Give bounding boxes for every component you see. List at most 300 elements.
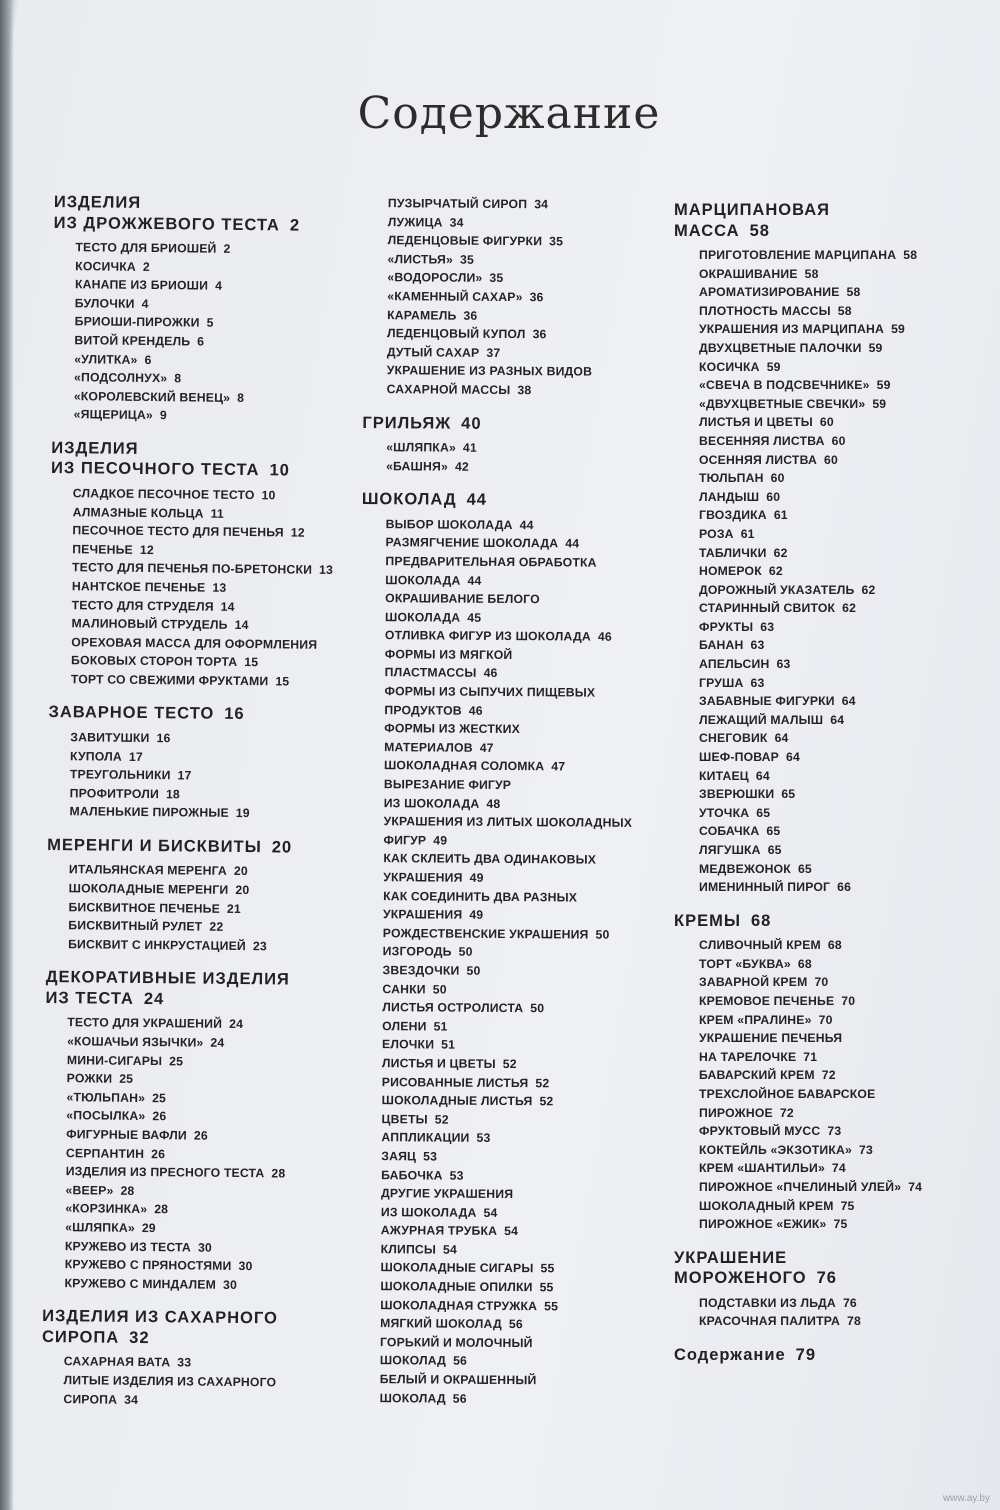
toc-entry-page-number: 60 xyxy=(819,415,834,430)
toc-entry xyxy=(699,729,974,748)
toc-entry-title: ПРИГОТОВЛЕНИЕ МАРЦИПАНА xyxy=(699,248,897,262)
toc-entry-page-number: 47 xyxy=(551,759,566,774)
toc-entry-title: ШОКОЛАДНЫЕ МЕРЕНГИ xyxy=(68,881,229,897)
toc-entry-page-number: 41 xyxy=(462,440,477,455)
toc-entry-title: ШОКОЛАДНЫЕ ОПИЛКИ xyxy=(380,1279,533,1295)
toc-entry-page-number: 50 xyxy=(595,927,610,942)
toc-entry-title: «БАШНЯ» xyxy=(386,458,449,474)
toc-entry-title: «ДВУХЦВЕТНЫЕ СВЕЧКИ» xyxy=(699,396,866,411)
toc-entry-title: САНКИ xyxy=(382,981,426,997)
toc-entry-title: КОКТЕЙЛЬ «ЭКЗОТИКА» xyxy=(699,1142,853,1157)
toc-entry-title: ТОРТ «БУКВА» xyxy=(699,956,791,971)
toc-entry-title: КУПОЛА xyxy=(70,748,122,764)
toc-entry-title: ШОКОЛАДНЫЙ КРЕМ xyxy=(699,1198,834,1213)
toc-entry-page-number: 61 xyxy=(773,508,788,523)
section-heading xyxy=(674,911,974,932)
toc-entry-title: ПЛАСТМАССЫ xyxy=(384,665,477,681)
toc-entry-title: «ШЛЯПКА» xyxy=(386,440,456,455)
toc-entry xyxy=(699,395,974,414)
toc-entry xyxy=(699,636,974,655)
toc-entry xyxy=(699,936,974,955)
section-page-number: 10 xyxy=(269,461,290,480)
toc-entry-page-number: 65 xyxy=(766,824,781,839)
toc-entry xyxy=(71,670,349,692)
toc-entry-title: ФОРМЫ ИЗ ЖЕСТКИХ xyxy=(384,721,521,737)
toc-entry xyxy=(383,961,659,982)
toc-entry-page-number: 24 xyxy=(229,1017,244,1032)
toc-entry-title: УКРАШЕНИЕ ПЕЧЕНЬЯ xyxy=(699,1031,843,1046)
section-heading-text: ИЗДЕЛИЯ xyxy=(53,192,142,212)
toc-entry xyxy=(699,1122,974,1141)
section-page-number: 79 xyxy=(795,1345,817,1364)
toc-entry xyxy=(387,362,663,383)
toc-entry-page-number: 55 xyxy=(540,1261,555,1276)
toc-entry-page-number: 22 xyxy=(209,919,224,935)
toc-entry-title: ПРОДУКТОВ xyxy=(384,702,462,718)
toc-entry-page-number: 51 xyxy=(433,1019,448,1034)
toc-entry xyxy=(699,562,974,581)
toc-entry xyxy=(699,506,974,525)
toc-entry xyxy=(75,238,353,260)
toc-entry-title: ЛУЖИЦА xyxy=(387,214,443,230)
toc-entry-title: ВЕСЕННЯЯ ЛИСТВА xyxy=(699,433,825,448)
toc-entry-title: АРОМАТИЗИРОВАНИЕ xyxy=(699,285,840,300)
section-heading xyxy=(51,438,351,482)
toc-entry-title: ВЫРЕЗАНИЕ ФИГУР xyxy=(383,777,512,793)
toc-entry xyxy=(384,757,660,778)
toc-entry xyxy=(699,767,974,786)
toc-entry-page-number: 24 xyxy=(210,1035,225,1050)
toc-entry xyxy=(382,1091,658,1112)
toc-entry-title: УКРАШЕНИЯ ИЗ МАРЦИПАНА xyxy=(699,322,885,337)
toc-entry xyxy=(382,1073,658,1094)
toc-entry xyxy=(387,324,663,345)
toc-entry-page-number: 74 xyxy=(908,1180,923,1194)
section-heading xyxy=(45,967,345,1011)
toc-entry xyxy=(381,1110,657,1131)
toc-entry xyxy=(699,599,974,618)
section-heading xyxy=(674,1248,974,1289)
section-page-number: 24 xyxy=(143,989,165,1009)
toc-entry-title: ФИГУР xyxy=(383,832,427,848)
toc-entry-page-number: 58 xyxy=(804,266,819,281)
toc-entry-title: ОРЕХОВАЯ МАССА ДЛЯ ОФОРМЛЕНИЯ xyxy=(71,634,318,652)
toc-entry xyxy=(699,674,974,693)
toc-entry-title: УКРАШЕНИЕ ИЗ РАЗНЫХ ВИДОВ xyxy=(386,363,593,379)
toc-entry-title: КРЕМ «ПРАЛИНЕ» xyxy=(699,1012,812,1027)
toc-entry xyxy=(384,794,660,815)
toc-entry-page-number: 46 xyxy=(468,703,483,718)
toc-entry-list xyxy=(74,238,354,427)
toc-entry-page-number: 78 xyxy=(847,1314,861,1329)
toc-entry xyxy=(699,1011,974,1030)
toc-entry-page-number: 65 xyxy=(781,787,796,802)
toc-entry xyxy=(380,1277,656,1298)
toc-entry-list xyxy=(71,484,351,691)
toc-entry-title: КИТАЕЦ xyxy=(699,768,749,783)
toc-entry-title: ОТЛИВКА ФИГУР ИЗ ШОКОЛАДА xyxy=(384,628,591,644)
toc-entry-title: ТАБЛИЧКИ xyxy=(699,545,767,560)
section-page-number: 20 xyxy=(271,838,293,857)
toc-entry-page-number: 76 xyxy=(842,1295,857,1310)
toc-entry xyxy=(380,1352,656,1373)
toc-entry-page-number: 60 xyxy=(823,452,838,467)
section-page-number: 2 xyxy=(289,215,301,235)
toc-entry xyxy=(72,577,350,599)
toc-entry-page-number: 48 xyxy=(486,796,501,811)
toc-entry-page-number: 20 xyxy=(235,882,250,898)
toc-entry-page-number: 20 xyxy=(233,864,249,879)
page-title: Содержание xyxy=(357,88,661,139)
toc-entry-title: ОСЕННЯЯ ЛИСТВА xyxy=(699,452,817,467)
toc-entry-page-number: 25 xyxy=(119,1071,134,1087)
toc-entry-page-number: 50 xyxy=(458,945,473,960)
watermark: www.ay.by xyxy=(942,1493,990,1504)
toc-entry-page-number: 14 xyxy=(220,599,235,614)
toc-entry-title: ЗАВИТУШКИ xyxy=(70,730,150,745)
toc-entry-title: БАБОЧКА xyxy=(381,1167,443,1183)
toc-entry-title: БИСКВИТ С ИНКРУСТАЦИЕЙ xyxy=(68,937,247,953)
toc-entry xyxy=(699,878,974,897)
toc-entry xyxy=(73,484,351,506)
toc-entry-title: ЛИСТЬЯ И ЦВЕТЫ xyxy=(381,1056,496,1071)
toc-entry xyxy=(699,1159,974,1178)
toc-entry-title: ПРЕДВАРИТЕЛЬНАЯ ОБРАБОТКА xyxy=(385,554,597,570)
toc-entry-page-number: 50 xyxy=(466,963,481,978)
toc-entry xyxy=(385,589,661,610)
toc-entry xyxy=(699,469,974,488)
toc-entry-page-number: 47 xyxy=(479,740,494,755)
toc-entry-page-number: 46 xyxy=(597,629,612,645)
toc-entry-title: БЕЛЫЙ И ОКРАШЕННЫЙ xyxy=(379,1372,537,1388)
toc-entry-title: ТЕСТО ДЛЯ ПЕЧЕНЬЯ ПО-БРЕТОНСКИ xyxy=(71,560,313,578)
toc-entry xyxy=(699,283,974,302)
section-heading-text-line2: СИРОПА xyxy=(41,1327,120,1347)
toc-entry-page-number: 18 xyxy=(165,786,181,802)
section-page-number: 40 xyxy=(461,414,482,433)
toc-entry-title: ТЮЛЬПАН xyxy=(699,471,764,486)
toc-entry-title: «ПОДСОЛНУХ» xyxy=(73,370,168,386)
toc-section xyxy=(674,911,974,1248)
toc-entry-page-number: 9 xyxy=(159,408,167,423)
toc-entry-title: ГВОЗДИКА xyxy=(699,508,767,523)
toc-entry xyxy=(699,618,974,637)
toc-entry xyxy=(65,1218,343,1240)
toc-entry-title: БАВАРСКИЙ КРЕМ xyxy=(699,1068,815,1083)
toc-entry-page-number: 17 xyxy=(177,768,192,783)
toc-entry-title: «КОШАЧЬИ ЯЗЫЧКИ» xyxy=(67,1034,204,1050)
toc-entry-page-number: 60 xyxy=(831,433,846,448)
toc-entry xyxy=(699,376,974,395)
toc-entry-title: СТАРИННЫЙ СВИТОК xyxy=(699,601,836,616)
toc-entry-title: ПИРОЖНОЕ «ПЧЕЛИНЫЙ УЛЕЙ» xyxy=(699,1180,902,1194)
section-spacer xyxy=(355,1407,655,1423)
toc-entry-title: ОКРАШИВАНИЕ xyxy=(699,266,798,281)
toc-entry-title: ЛЯГУШКА xyxy=(699,843,761,857)
toc-entry-title: РАЗМЯГЧЕНИЕ ШОКОЛАДА xyxy=(385,535,559,551)
toc-entry-title: ДОРОЖНЫЙ УКАЗАТЕЛЬ xyxy=(699,582,855,597)
toc-entry xyxy=(699,246,974,265)
toc-entry xyxy=(381,1184,657,1205)
toc-entry-page-number: 53 xyxy=(449,1168,464,1183)
section-heading xyxy=(48,702,348,726)
toc-entry xyxy=(380,1296,656,1317)
toc-entry xyxy=(699,955,974,974)
toc-entry-page-number: 35 xyxy=(489,271,504,286)
toc-entry xyxy=(699,748,974,767)
toc-entry-page-number: 12 xyxy=(139,542,154,557)
toc-entry-page-number: 28 xyxy=(271,1166,286,1181)
toc-entry-page-number: 64 xyxy=(774,731,789,746)
toc-entry-page-number: 53 xyxy=(423,1149,438,1164)
toc-entry-page-number: 36 xyxy=(529,290,544,305)
toc-entry-title: ТЕСТО ДЛЯ УКРАШЕНИЙ xyxy=(67,1015,223,1032)
toc-entry xyxy=(68,935,346,957)
toc-entry-page-number: 62 xyxy=(773,545,788,560)
toc-entry-title: СЕРПАНТИН xyxy=(65,1145,145,1161)
toc-entry-page-number: 56 xyxy=(452,1391,467,1406)
toc-entry xyxy=(384,682,660,703)
toc-entry-list xyxy=(380,515,662,1409)
toc-entry-page-number: 54 xyxy=(483,1205,498,1220)
toc-entry xyxy=(699,841,974,860)
toc-entry-title: СЛАДКОЕ ПЕСОЧНОЕ ТЕСТО xyxy=(72,486,255,503)
toc-entry-title: РИСОВАННЫЕ ЛИСТЬЯ xyxy=(381,1074,529,1090)
toc-entry-page-number: 49 xyxy=(433,833,448,848)
toc-entry-page-number: 59 xyxy=(872,396,887,411)
toc-entry-title: ШОКОЛАДНАЯ СОЛОМКА xyxy=(383,758,545,774)
toc-entry xyxy=(70,728,348,750)
toc-entry-page-number: 34 xyxy=(124,1392,139,1407)
toc-entry-title: «ЯЩЕРИЦА» xyxy=(73,407,154,423)
toc-entry-title: ЛАНДЫШ xyxy=(699,489,760,504)
toc-entry-page-number: 13 xyxy=(212,580,227,595)
toc-entry xyxy=(387,269,663,290)
toc-entry-title: ГОРЬКИЙ И МОЛОЧНЫЙ xyxy=(379,1334,533,1351)
section-page-number: 32 xyxy=(129,1328,150,1347)
toc-entry-list xyxy=(387,194,664,400)
toc-entry-page-number: 8 xyxy=(237,390,245,405)
toc-entry-page-number: 59 xyxy=(868,340,883,355)
section-heading-text: Содержание xyxy=(674,1345,786,1364)
toc-entry xyxy=(383,850,659,871)
toc-entry xyxy=(384,775,660,796)
section-heading xyxy=(42,1306,342,1350)
toc-entry xyxy=(63,1371,341,1393)
section-heading xyxy=(47,835,347,859)
toc-entry-page-number: 15 xyxy=(244,655,259,670)
toc-entry-title: ЛИСТЬЯ ОСТРОЛИСТА xyxy=(382,1000,524,1016)
toc-entry-title: «ШЛЯПКА» xyxy=(65,1220,135,1235)
section-heading-text: ИЗДЕЛИЯ ИЗ САХАРНОГО xyxy=(42,1307,278,1328)
toc-entry-page-number: 11 xyxy=(210,506,224,521)
toc-entry-page-number: 52 xyxy=(535,1075,550,1090)
toc-entry-page-number: 23 xyxy=(252,938,267,954)
toc-entry xyxy=(699,804,974,823)
toc-entry xyxy=(699,1197,974,1216)
toc-entry xyxy=(699,544,974,563)
toc-entry-page-number: 28 xyxy=(154,1202,169,1217)
toc-entry-title: ЗАЯЦ xyxy=(381,1149,417,1164)
toc-entry-title: ИМЕНИННЫЙ ПИРОГ xyxy=(699,880,831,895)
toc-entry xyxy=(699,992,974,1011)
toc-entry-title: УКРАШЕНИЯ xyxy=(383,870,463,885)
toc-entry-title: ЦВЕТЫ xyxy=(381,1111,428,1127)
toc-entry-page-number: 4 xyxy=(215,278,223,293)
toc-entry-title: ФИГУРНЫЕ ВАФЛИ xyxy=(66,1127,187,1143)
toc-section xyxy=(674,200,974,911)
toc-entry-title: ЛИТЫЕ ИЗДЕЛИЯ ИЗ САХАРНОГО xyxy=(63,1373,277,1390)
toc-entry-title: «КАМЕННЫЙ САХАР» xyxy=(387,289,523,305)
toc-entry-page-number: 15 xyxy=(275,674,290,689)
toc-entry-title: УКРАШЕНИЯ xyxy=(382,907,463,922)
toc-entry xyxy=(699,1312,974,1331)
toc-entry xyxy=(699,822,974,841)
toc-entry xyxy=(699,785,974,804)
section-page-number: 58 xyxy=(749,221,770,240)
toc-entry-page-number: 37 xyxy=(486,345,501,360)
toc-entry-page-number: 36 xyxy=(532,327,547,342)
toc-entry-page-number: 58 xyxy=(846,285,861,300)
section-spacer xyxy=(41,1408,341,1425)
toc-entry xyxy=(699,339,974,358)
toc-entry xyxy=(65,1255,343,1277)
toc-entry-page-number: 45 xyxy=(467,610,482,625)
toc-entry xyxy=(71,614,349,636)
toc-entry xyxy=(383,887,659,908)
toc-entry-title: УТОЧКА xyxy=(699,805,750,820)
toc-entry-page-number: 46 xyxy=(483,666,498,681)
toc-entry-page-number: 65 xyxy=(756,805,771,820)
toc-entry xyxy=(388,194,664,215)
toc-section xyxy=(49,438,352,706)
toc-entry xyxy=(69,879,347,901)
toc-entry-title: МЕДВЕЖОНОК xyxy=(699,861,791,876)
toc-entry-page-number: 62 xyxy=(861,582,876,597)
section-heading-text: ИЗДЕЛИЯ xyxy=(51,438,139,458)
toc-entry-title: «ЛИСТЬЯ» xyxy=(387,251,454,267)
toc-entry-page-number: 49 xyxy=(469,870,484,885)
toc-entry xyxy=(380,1389,656,1410)
toc-entry-title: КАК СКЛЕИТЬ ДВА ОДИНАКОВЫХ xyxy=(383,851,597,868)
toc-entry xyxy=(385,645,661,666)
toc-entry-title: СОБАЧКА xyxy=(699,824,760,839)
toc-entry xyxy=(384,719,660,740)
section-heading-text-line2: МОРОЖЕНОГО xyxy=(674,1269,807,1288)
toc-entry-page-number: 61 xyxy=(740,526,755,541)
toc-entry-page-number: 6 xyxy=(197,334,205,349)
toc-entry-page-number: 5 xyxy=(206,315,214,331)
section-heading xyxy=(674,1345,974,1366)
toc-entry-title: КАРАМЕЛЬ xyxy=(387,307,457,323)
toc-entry-page-number: 62 xyxy=(768,564,783,579)
toc-entry-page-number: 63 xyxy=(760,619,775,634)
toc-entry xyxy=(386,438,662,459)
toc-entry-title: САХАРНАЯ ВАТА xyxy=(63,1354,171,1370)
toc-entry-page-number: 52 xyxy=(434,1112,449,1127)
toc-entry-page-number: 25 xyxy=(152,1090,167,1106)
toc-entry-page-number: 10 xyxy=(261,488,276,503)
toc-entry-list xyxy=(68,861,347,957)
toc-entry xyxy=(381,1147,657,1168)
toc-entry-page-number: 73 xyxy=(859,1142,873,1157)
toc-entry-title: ОКРАШИВАНИЕ БЕЛОГО xyxy=(385,591,540,607)
toc-entry-title: ПЛОТНОСТЬ МАССЫ xyxy=(699,303,831,318)
toc-entry-page-number: 4 xyxy=(141,296,149,311)
toc-entry-title: ГРУША xyxy=(699,675,744,690)
toc-entry-title: БРИОШИ-ПИРОЖКИ xyxy=(74,314,200,330)
toc-entry xyxy=(380,1314,656,1335)
toc-entry-page-number: 34 xyxy=(534,197,549,212)
toc-entry-title: БИСКВИТНОЕ ПЕЧЕНЬЕ xyxy=(68,899,221,916)
toc-section xyxy=(41,1306,342,1425)
toc-entry-title: СНЕГОВИК xyxy=(699,731,768,746)
section-heading-text: ДЕКОРАТИВНЫЕ ИЗДЕЛИЯ xyxy=(45,968,290,989)
toc-entry-title: БИСКВИТНЫЙ РУЛЕТ xyxy=(68,918,203,934)
toc-entry xyxy=(385,571,661,592)
toc-entry-title: ЕЛОЧКИ xyxy=(382,1037,435,1052)
toc-entry-title: ЗВЕЗДОЧКИ xyxy=(382,963,460,978)
toc-entry-title: КРАСОЧНАЯ ПАЛИТРА xyxy=(699,1314,841,1329)
toc-entry-page-number: 60 xyxy=(766,489,781,504)
toc-entry-page-number: 70 xyxy=(818,1012,833,1027)
toc-entry xyxy=(67,1032,345,1054)
toc-entry-page-number: 55 xyxy=(539,1280,554,1295)
toc-section xyxy=(46,835,347,971)
toc-entry xyxy=(64,1274,342,1296)
toc-entry-title: КРЕМОВОЕ ПЕЧЕНЬЕ xyxy=(699,994,835,1009)
toc-entry xyxy=(388,213,664,234)
toc-entry xyxy=(385,552,661,573)
toc-entry-title: КАНАПЕ ИЗ БРИОШИ xyxy=(74,277,209,293)
toc-entry-title: НОМЕРОК xyxy=(699,564,762,579)
toc-entry-list xyxy=(386,438,662,477)
toc-entry-page-number: 2 xyxy=(142,259,150,274)
toc-entry-page-number: 30 xyxy=(238,1259,253,1274)
toc-section xyxy=(674,1248,974,1345)
toc-entry xyxy=(388,231,664,252)
toc-entry-title: ПРОФИТРОЛИ xyxy=(69,785,160,801)
toc-entry-title: ИТАЛЬЯНСКАЯ МЕРЕНГА xyxy=(68,862,228,879)
toc-entry-page-number: 42 xyxy=(454,459,469,474)
toc-entry-title: ШОКОЛАД xyxy=(379,1353,447,1369)
toc-entry xyxy=(699,525,974,544)
toc-entry-page-number: 53 xyxy=(476,1131,491,1146)
toc-entry-page-number: 54 xyxy=(504,1224,519,1239)
toc-entry xyxy=(699,488,974,507)
toc-entry xyxy=(74,406,352,428)
toc-entry xyxy=(699,413,974,432)
toc-entry-title: ШОКОЛАДА xyxy=(384,609,461,625)
toc-section xyxy=(42,967,346,1309)
toc-entry xyxy=(699,302,974,321)
toc-entry-title: «УЛИТКА» xyxy=(74,351,138,367)
toc-entry xyxy=(384,812,660,833)
toc-entry xyxy=(63,1390,341,1412)
toc-entry-page-number: 64 xyxy=(841,694,856,709)
toc-entry-title: НА ТАРЕЛОЧКЕ xyxy=(699,1049,797,1064)
toc-entry-list xyxy=(699,936,974,1234)
toc-entry xyxy=(699,432,974,451)
toc-section xyxy=(362,413,663,492)
toc-entry xyxy=(387,343,663,364)
toc-entry-page-number: 64 xyxy=(755,768,770,783)
toc-entry-title: ОЛЕНИ xyxy=(382,1018,427,1034)
toc-entry-page-number: 71 xyxy=(803,1049,818,1064)
toc-entry xyxy=(381,1203,657,1224)
toc-entry-title: КРУЖЕВО С ПРЯНОСТЯМИ xyxy=(64,1257,232,1274)
toc-entry-page-number: 14 xyxy=(234,618,249,633)
